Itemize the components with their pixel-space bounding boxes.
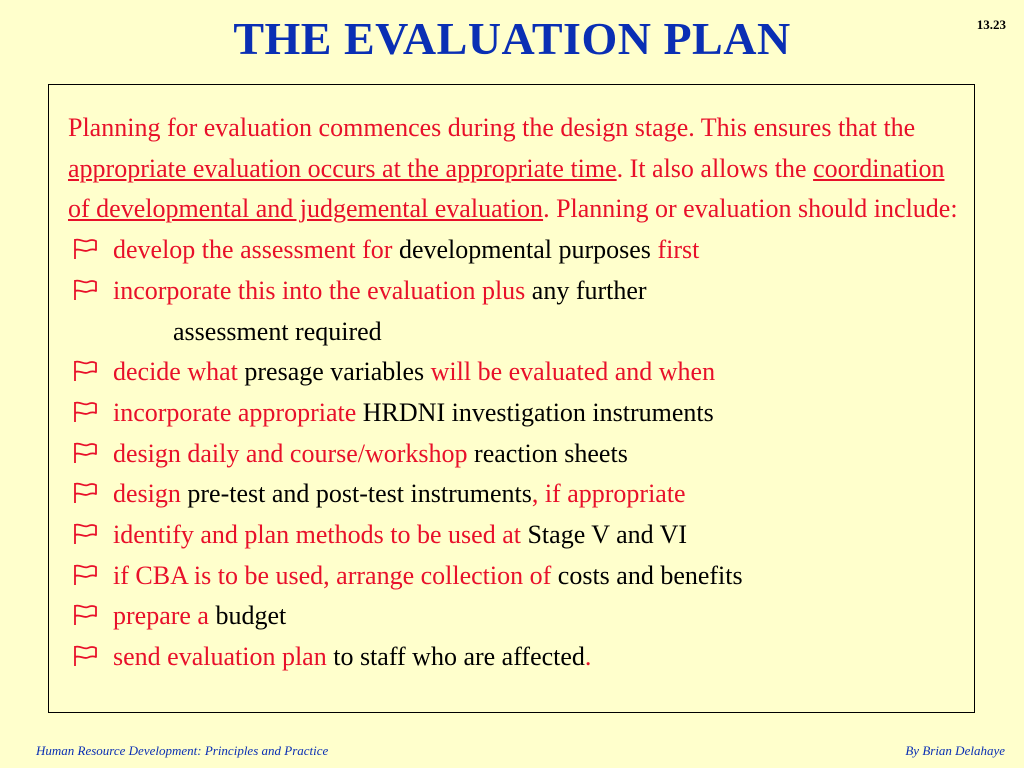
flag-icon [71, 238, 101, 260]
flag-icon [71, 604, 101, 626]
bullet-red-text: first [650, 235, 700, 265]
bullet-black-text: budget [215, 601, 287, 631]
bullet-black-text: reaction sheets [474, 438, 628, 468]
bullet-black-text: HRDNI investigation instruments [362, 397, 714, 427]
bullet-black-text: developmental purposes [398, 235, 651, 265]
intro-underline-2: coordination of developmental and judgemental evaluation [68, 153, 945, 224]
bullet-red-text: decide what [113, 357, 245, 387]
bullet-item [68, 596, 968, 637]
bullet-red-text: design [113, 479, 188, 509]
bullet-item [68, 230, 968, 271]
bullet-red-text: incorporate this into the evaluation plus [113, 275, 532, 305]
bullet-item [68, 434, 968, 475]
bullet-red-text: . [584, 642, 592, 672]
bullet-item [68, 393, 968, 434]
flag-icon [71, 360, 101, 382]
intro-paragraph [68, 108, 968, 230]
flag-icon [71, 564, 101, 586]
bullet-red-text: will be evaluated and when [424, 357, 716, 387]
bullet-item [68, 352, 968, 393]
bullet-black-text: pre-test and post-test instruments [187, 479, 532, 509]
bullet-black-text: Stage V and VI [527, 520, 688, 550]
intro-text-1: Planning for evaluation commences during the design stage. This ensures that the [68, 113, 916, 142]
intro-text-2: . It also allows the [616, 153, 814, 183]
flag-icon [71, 279, 101, 301]
slide-title: THE EVALUATION PLAN [233, 13, 791, 64]
flag-icon [71, 523, 101, 545]
bullet-black-text: to staff who are affected [326, 642, 585, 672]
slide-number: 13.23 [976, 17, 1006, 32]
bullet-red-text: design daily and course/workshop [113, 438, 475, 468]
bullet-continuation: assessment required [173, 316, 382, 346]
bullet-red-text: identify and plan methods to be used at [113, 520, 528, 550]
footer-book-title: Human Resource Development: Principles and Practice [36, 743, 329, 758]
bullet-red-text: , if appropriate [531, 479, 686, 509]
bullet-red-text: develop the assessment for [113, 235, 399, 265]
bullet-red-text: prepare a [113, 601, 216, 631]
flag-icon [71, 482, 101, 504]
bullet-black-text: costs and benefits [557, 560, 743, 590]
bullet-item [68, 474, 968, 515]
bullet-item [68, 515, 968, 556]
bullet-item [68, 556, 968, 597]
bullet-black-text: any further [531, 275, 647, 305]
flag-icon [71, 401, 101, 423]
flag-icon [71, 442, 101, 464]
bullet-black-text: presage variables [244, 357, 425, 387]
bullet-red-text: if CBA is to be used, arrange collection of [113, 560, 558, 590]
intro-underline-1: appropriate evaluation occurs at the appropriate time [68, 153, 617, 183]
footer-author: By Brian Delahaye [905, 743, 1005, 758]
bullet-item [68, 637, 968, 678]
bullet-red-text: send evaluation plan [113, 642, 327, 672]
bullet-item [68, 271, 968, 312]
content-body [68, 108, 968, 678]
intro-text-3: . Planning or evaluation should include: [543, 194, 958, 224]
flag-icon [71, 645, 101, 667]
bullet-red-text: incorporate appropriate [113, 397, 363, 427]
